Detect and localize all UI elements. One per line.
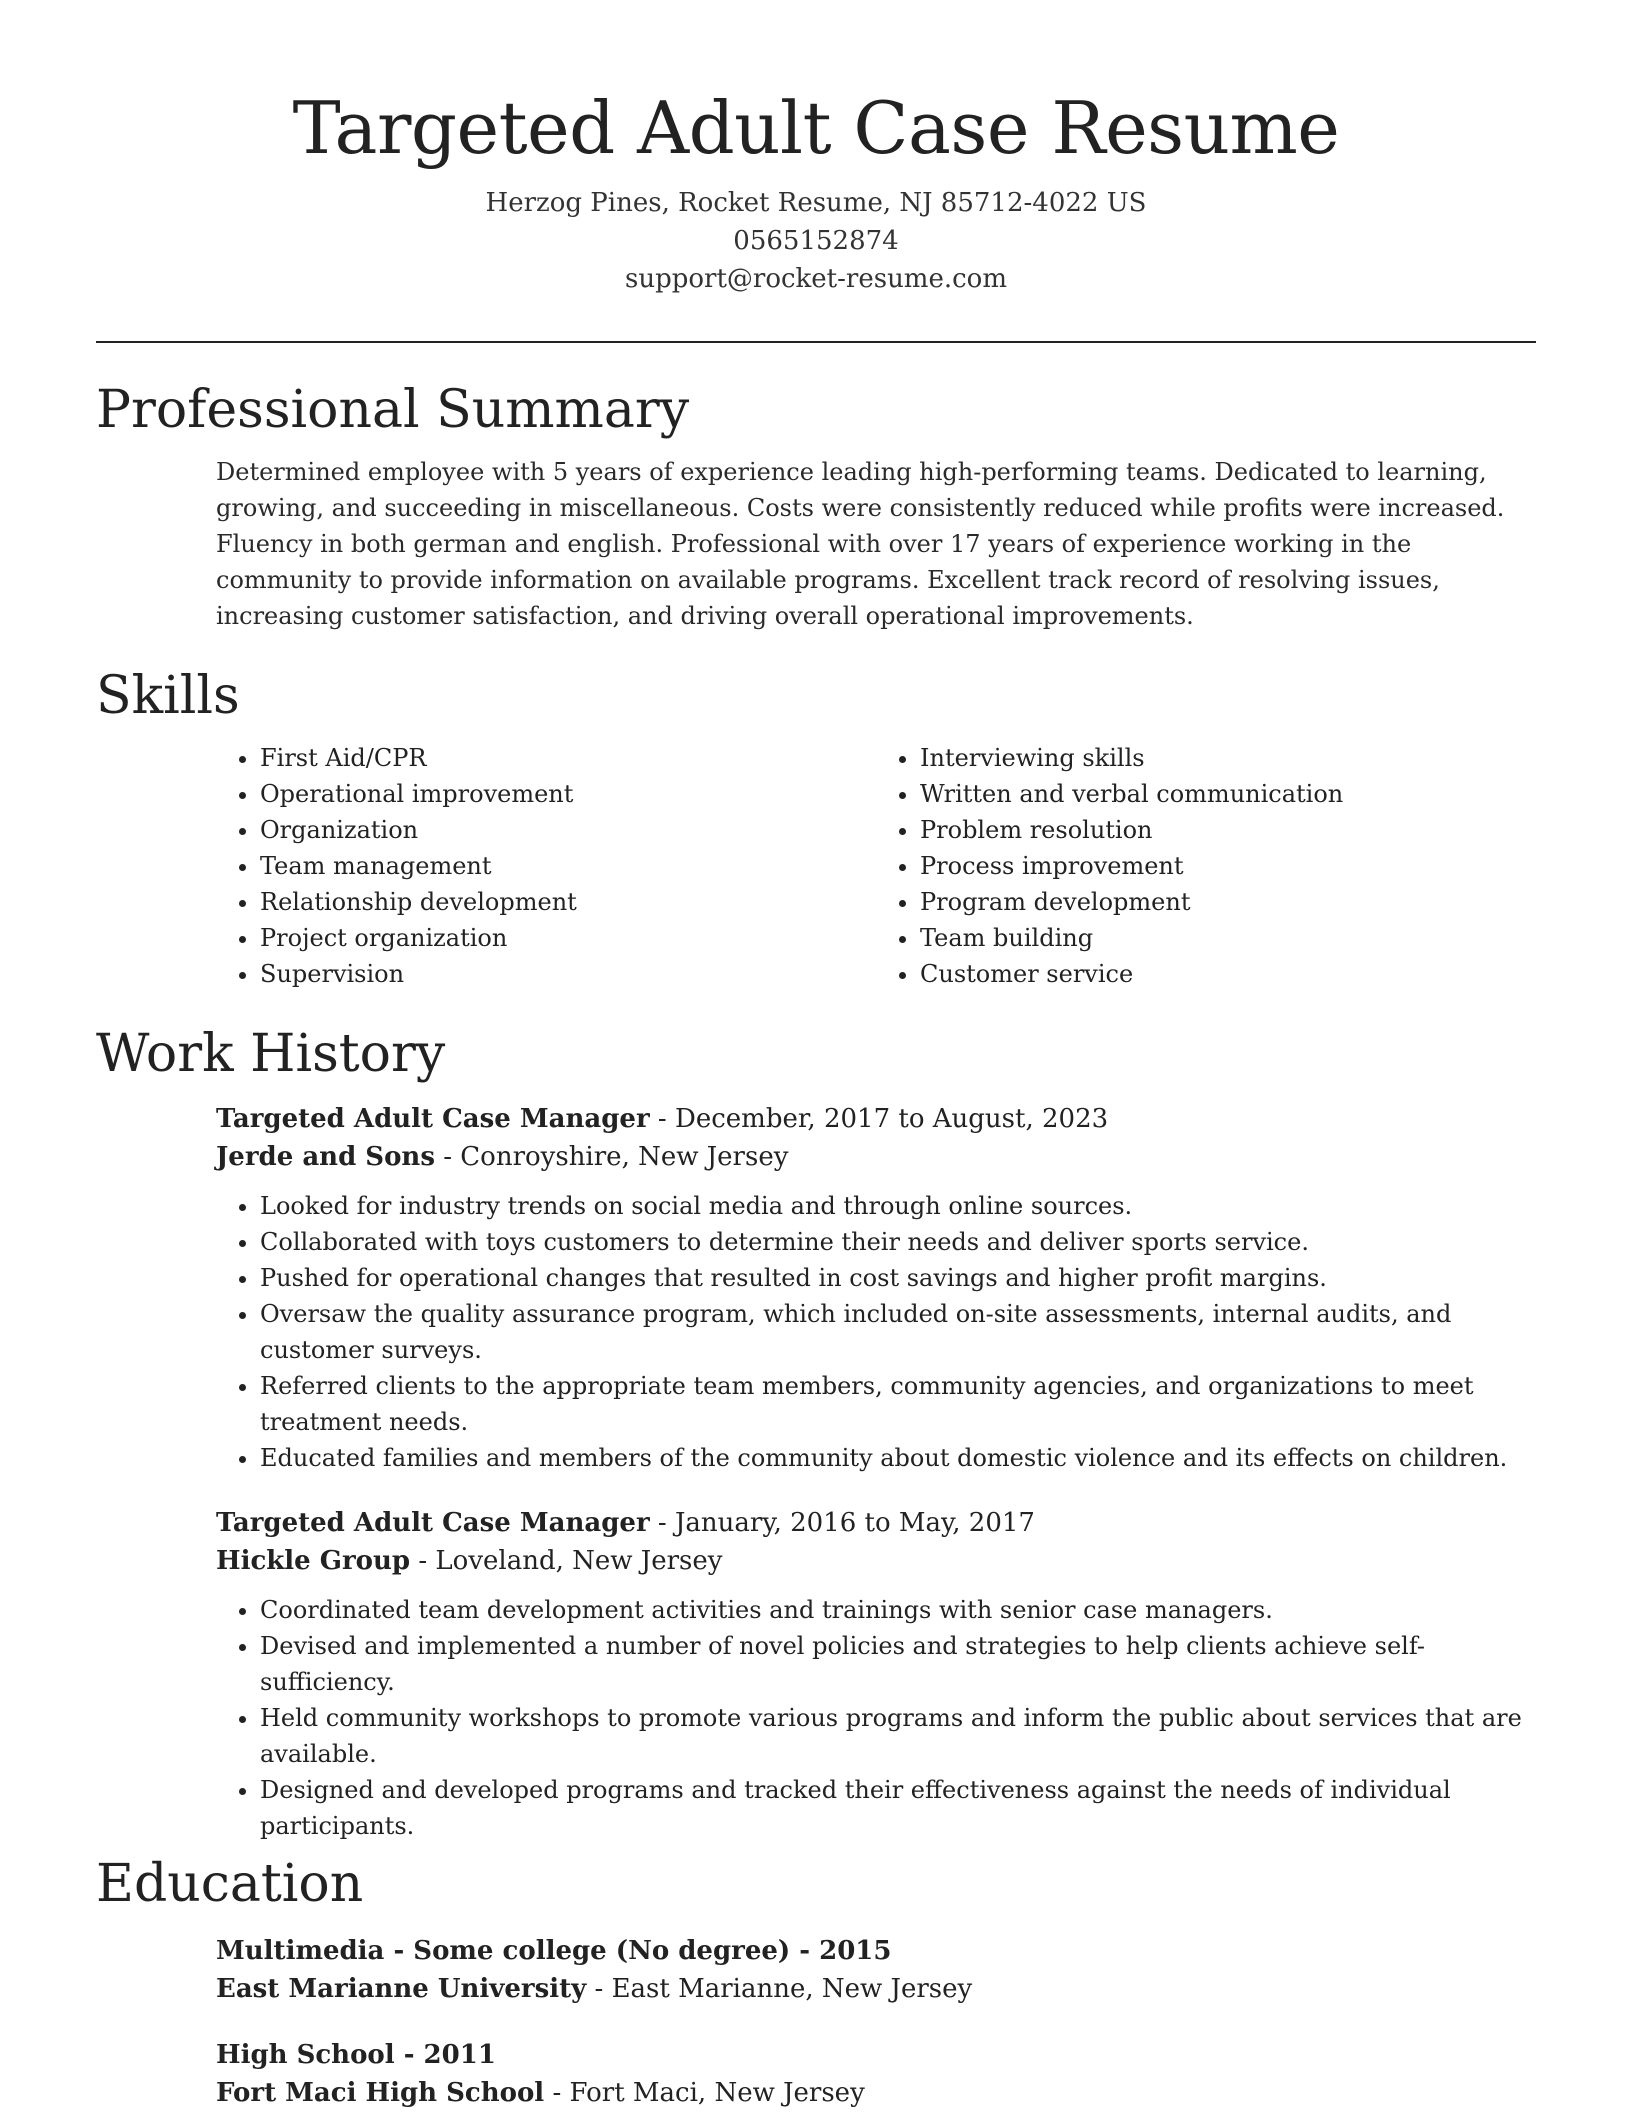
job-entry — [216, 1100, 1536, 1476]
skill-item: • Program development — [920, 884, 1536, 920]
skills-column-left — [216, 740, 876, 992]
skills-column-right — [876, 740, 1536, 992]
header-divider — [96, 341, 1536, 343]
job-dates: - December, 2017 to August, 2023 — [649, 1104, 1109, 1134]
contact-address: Herzog Pines, Rocket Resume, NJ 85712-4022 US — [485, 188, 1147, 218]
education-section — [96, 1852, 1536, 2112]
education-degree-text: High School - 2011 — [216, 2040, 496, 2070]
summary-section — [96, 378, 1536, 634]
job-bullet: • Oversaw the quality assurance program, which included on-site assessments, internal audits, and customer surveys. — [260, 1296, 1536, 1368]
education-degree — [216, 2036, 1536, 2074]
job-bullet: • Pushed for operational changes that resulted in cost savings and higher profit margins. — [260, 1260, 1536, 1296]
job-dates: - January, 2016 to May, 2017 — [649, 1508, 1035, 1538]
resume-header — [0, 0, 1632, 298]
job-location: - Loveland, New Jersey — [410, 1546, 723, 1576]
skills-section — [96, 664, 1536, 992]
education-entry — [216, 2036, 1536, 2112]
job-role: Targeted Adult Case Manager — [216, 1104, 650, 1134]
job-entry — [216, 1504, 1536, 1844]
contact-phone: 0565152874 — [733, 226, 899, 256]
job-location: - Conroyshire, New Jersey — [434, 1142, 789, 1172]
work-history-section — [96, 1022, 1536, 1844]
skill-item: • Operational improvement — [260, 776, 876, 812]
job-bullet: • Designed and developed programs and tracked their effectiveness against the needs of individual participants. — [260, 1772, 1536, 1844]
skill-item: • Team management — [260, 848, 876, 884]
skill-item: • Project organization — [260, 920, 876, 956]
education-school-line — [216, 1970, 1536, 2008]
skill-item: • Team building — [920, 920, 1536, 956]
job-bullet: • Educated families and members of the community about domestic violence and its effects on children. — [260, 1440, 1536, 1476]
job-title-line — [216, 1100, 1536, 1138]
job-bullet: • Referred clients to the appropriate team members, community agencies, and organizations to meet treatment needs. — [260, 1368, 1536, 1440]
job-bullet: • Devised and implemented a number of novel policies and strategies to help clients achieve self-sufficiency. — [260, 1628, 1536, 1700]
education-school: Fort Maci High School — [216, 2078, 545, 2108]
education-title: Education — [96, 1854, 364, 1914]
education-location: - East Marianne, New Jersey — [586, 1974, 973, 2004]
skill-item: • Written and verbal communication — [920, 776, 1536, 812]
job-bullet: • Collaborated with toys customers to determine their needs and deliver sports service. — [260, 1224, 1536, 1260]
contact-email: support@rocket-resume.com — [624, 264, 1007, 294]
job-title-line — [216, 1504, 1536, 1542]
education-entry — [216, 1932, 1536, 2008]
skill-item: • Problem resolution — [920, 812, 1536, 848]
summary-text: Determined employee with 5 years of experience leading high-performing teams. Dedicated to learning, growing, and succeeding in miscellaneous. Costs were consistently reduced while profits were increased. Fluency in both german and english. Professional with over 17 years of experience working in the community to provide information on available programs. Excellent track record of resolving issues, increasing customer satisfaction, and driving overall operational improvements. — [216, 458, 1505, 630]
job-company-line — [216, 1542, 1536, 1580]
skill-item: • Supervision — [260, 956, 876, 992]
job-company-line — [216, 1138, 1536, 1176]
job-bullet: • Held community workshops to promote various programs and inform the public about services that are available. — [260, 1700, 1536, 1772]
contact-info — [0, 184, 1632, 298]
education-school: East Marianne University — [216, 1974, 587, 2004]
skill-item: • Interviewing skills — [920, 740, 1536, 776]
job-company: Jerde and Sons — [216, 1142, 435, 1172]
job-bullet: • Coordinated team development activities and trainings with senior case managers. — [260, 1592, 1536, 1628]
skills-title: Skills — [96, 666, 240, 726]
skills-list — [216, 740, 1536, 992]
skill-item: • Organization — [260, 812, 876, 848]
job-company: Hickle Group — [216, 1546, 411, 1576]
job-bullets — [96, 1592, 1536, 1844]
job-role: Targeted Adult Case Manager — [216, 1508, 650, 1538]
work-history-title: Work History — [96, 1024, 446, 1084]
skill-item: • Customer service — [920, 956, 1536, 992]
education-school-line — [216, 2074, 1536, 2112]
skill-item: • Process improvement — [920, 848, 1536, 884]
skill-item: • Relationship development — [260, 884, 876, 920]
education-degree-text: Multimedia - Some college (No degree) - 2015 — [216, 1936, 892, 1966]
education-location: - Fort Maci, New Jersey — [544, 2078, 865, 2108]
skill-item: • First Aid/CPR — [260, 740, 876, 776]
job-bullet: • Looked for industry trends on social media and through online sources. — [260, 1188, 1536, 1224]
summary-title: Professional Summary — [96, 380, 690, 440]
education-degree — [216, 1932, 1536, 1970]
job-bullets — [96, 1188, 1536, 1476]
resume-name: Targeted Adult Case Resume — [292, 86, 1340, 170]
